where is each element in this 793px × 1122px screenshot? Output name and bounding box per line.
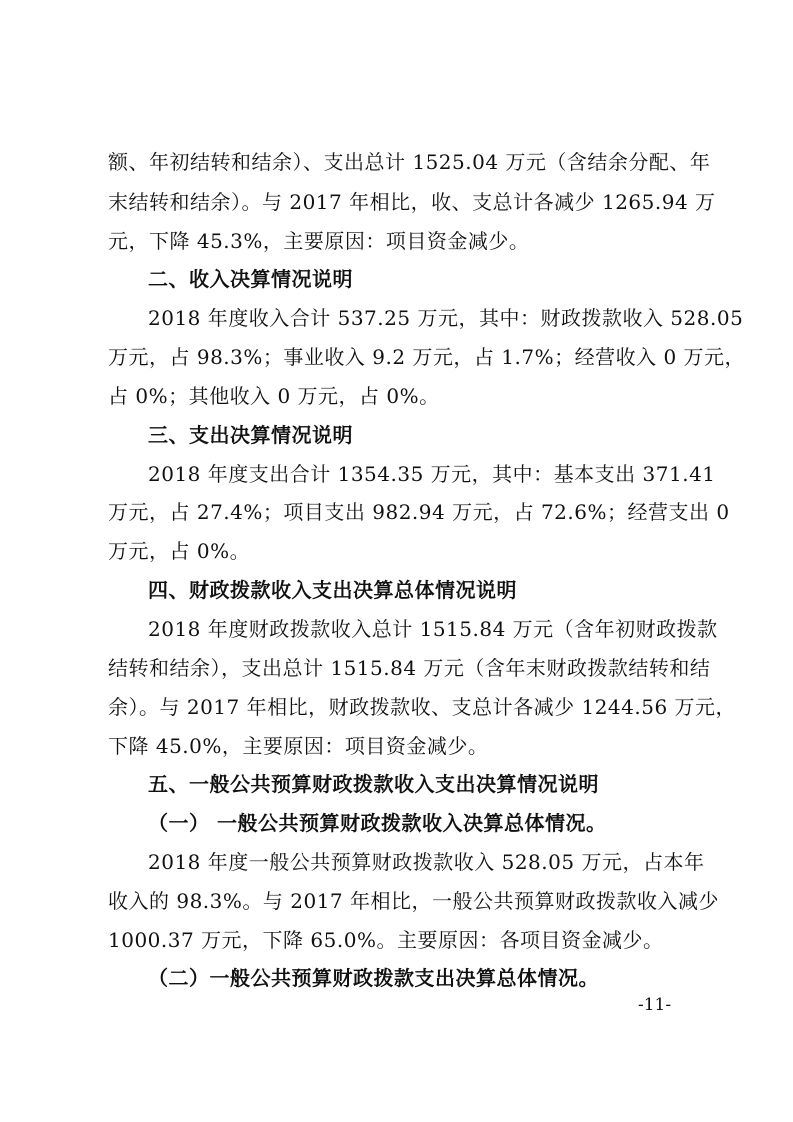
paragraph-line: 收入的 98.3%。与 2017 年相比，一般公共预算财政拨款收入减少 xyxy=(108,889,720,913)
section-heading-income: 二、收入决算情况说明 xyxy=(148,267,353,291)
paragraph-line: 万元，占 27.4%；项目支出 982.94 万元，占 72.6%；经营支出 0 xyxy=(108,500,730,524)
paragraph-line: 万元，占 98.3%；事业收入 9.2 万元，占 1.7%；经营收入 0 万元， xyxy=(108,345,746,369)
section-heading-fiscal-overview: 四、财政拨款收入支出决算总体情况说明 xyxy=(148,578,517,602)
paragraph-line: 2018 年度财政拨款收入总计 1515.84 万元（含年初财政拨款 xyxy=(148,617,718,641)
paragraph-line: 余）。与 2017 年相比，财政拨款收、支总计各减少 1244.56 万元， xyxy=(108,695,737,719)
subsection-heading-income: （一） 一般公共预算财政拨款收入决算总体情况。 xyxy=(148,811,607,835)
paragraph-line: 2018 年度收入合计 537.25 万元，其中：财政拨款收入 528.05 xyxy=(148,306,744,330)
paragraph-line: 结转和结余），支出总计 1515.84 万元（含年末财政拨款结转和结 xyxy=(108,656,711,680)
section-heading-expenditure: 三、支出决算情况说明 xyxy=(148,423,353,447)
subsection-heading-expenditure: （二）一般公共预算财政拨款支出决算总体情况。 xyxy=(148,966,599,990)
paragraph-line: 元，下降 45.3%，主要原因：项目资金减少。 xyxy=(108,229,530,253)
section-heading-general-budget: 五、一般公共预算财政拨款收入支出决算情况说明 xyxy=(148,772,599,796)
paragraph-line: 2018 年度支出合计 1354.35 万元，其中：基本支出 371.41 xyxy=(148,462,716,486)
paragraph-line: 2018 年度一般公共预算财政拨款收入 528.05 万元，占本年 xyxy=(148,850,705,874)
page-number: -11- xyxy=(638,995,672,1015)
paragraph-line: 万元，占 0%。 xyxy=(108,539,251,563)
paragraph-line: 额、年初结转和结余）、支出总计 1525.04 万元（含结余分配、年 xyxy=(108,150,711,174)
paragraph-line: 1000.37 万元，下降 65.0%。主要原因：各项目资金减少。 xyxy=(108,928,664,952)
paragraph-line: 占 0%；其他收入 0 万元，占 0%。 xyxy=(108,384,440,408)
paragraph-line: 下降 45.0%，主要原因：项目资金减少。 xyxy=(108,734,489,758)
paragraph-line: 末结转和结余）。与 2017 年相比，收、支总计各减少 1265.94 万 xyxy=(108,190,716,214)
